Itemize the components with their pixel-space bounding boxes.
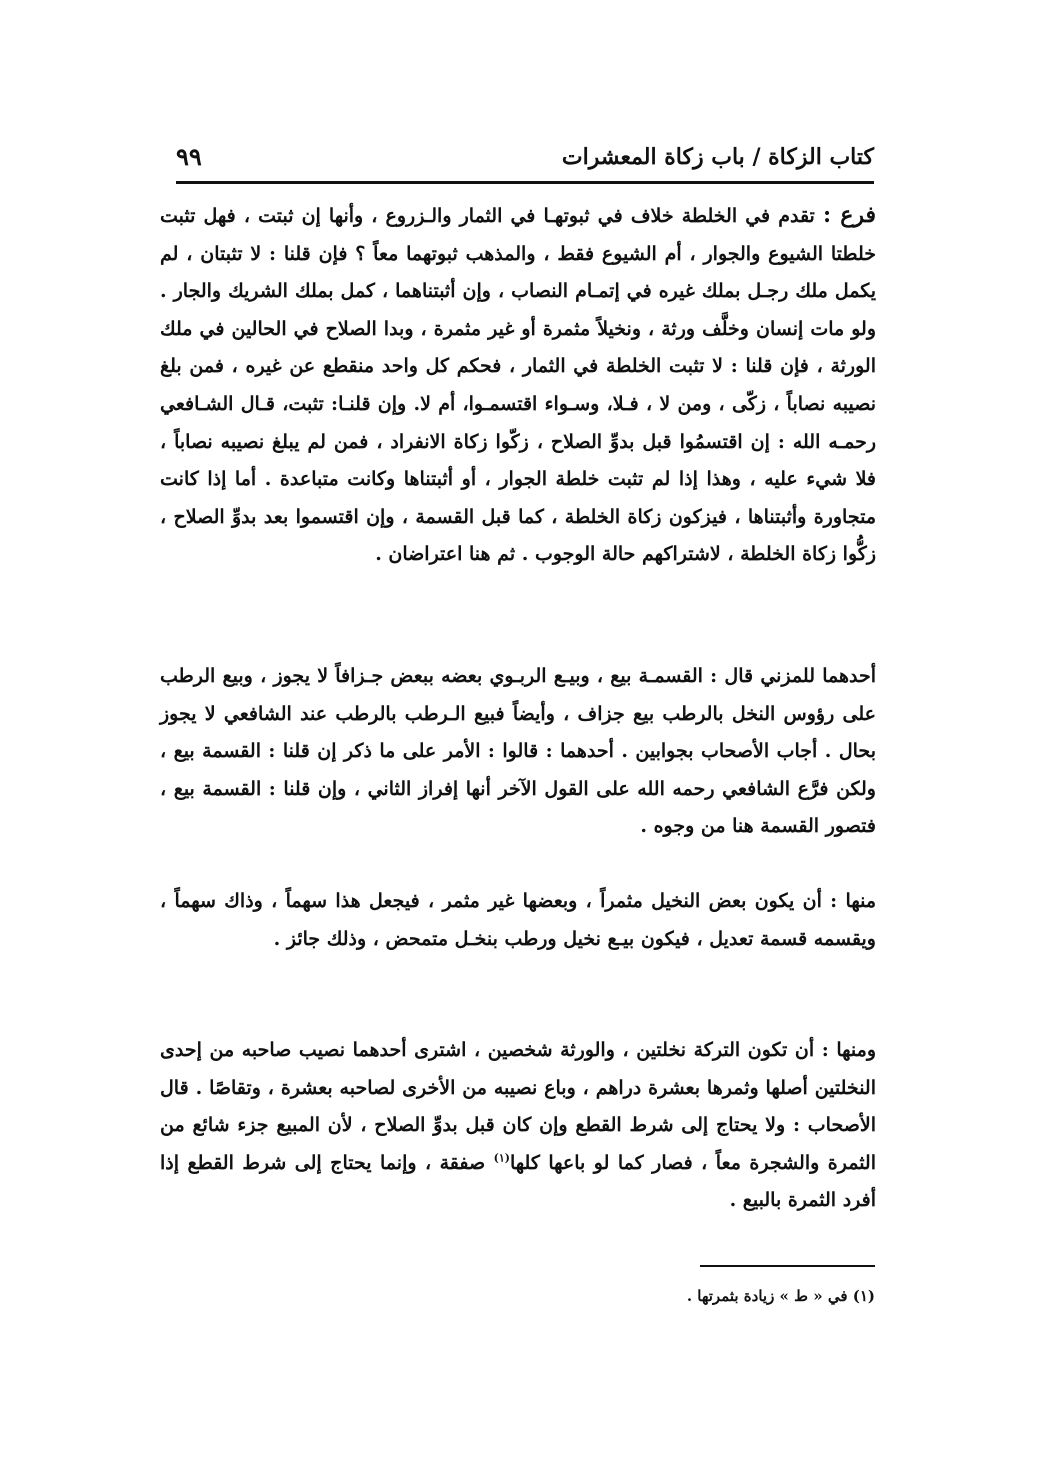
page-number: ٩٩ xyxy=(176,142,202,171)
footnote-reference: (١) xyxy=(493,1151,510,1165)
section-lead: فرع : xyxy=(822,202,876,228)
paragraph-4-text-after: صفقة ، وإنما يحتاج إلى شرط القطع إذا أفرد الثمرة بالبيع . xyxy=(160,1151,876,1212)
paragraph-3: منها : أن يكون بعض النخيل مثمراً ، وبعضها غير مثمر ، فيجعل هذا سهماً ، وذاك سهماً ، ويقسمه قسمة تعديل ، فيكون بيـع نخيل ورطب بنخـل متمحض ، وذلك جائز . xyxy=(160,890,876,950)
footnote: (١) في « ط » زيادة بثمرتها . xyxy=(686,1287,875,1305)
paragraph-4-text-before: ومنها : أن تكون التركة نخلتين ، والورثة شخصين ، اشترى أحدهما نصيب صاحبه من إحدى النخلتين أصلها وثمرها بعشرة دراهم ، وباع نصيبه من الأخرى لصاحبه بعشرة ، وتقاصًا . قال الأصحاب : ولا يحتاج إلى شرط القطع وإن كان قبل بدوِّ الصلاح ، لأن المبيع جزء شائع من الثمرة والشجرة معاً ، فصار كما لو باعها كلها xyxy=(160,1039,876,1174)
running-title: كتاب الزكاة / باب زكاة المعشرات xyxy=(561,144,874,170)
paragraph-2: أحدهما للمزني قال : القسمـة بيع ، وبيـع الربـوي بعضه ببعض جـزافاً لا يجوز ، وبيع الرطب على رؤوس النخل بالرطب بيع جزاف ، وأيضاً فبيع الـرطب بالرطب عند الشافعي لا يجوز بحال . أجاب الأصحاب بجوابين . أحدهما : قالوا : الأمر على ما ذكر إن قلنا : القسمة بيع ، ولكن فرَّع الشافعي رحمه الله على القول الآخر أنها إفراز الثاني ، وإن قلنا : القسمة بيع ، فتصور القسمة هنا من وجوه . xyxy=(160,665,876,838)
page-header xyxy=(176,140,874,180)
header-rule xyxy=(176,181,874,184)
footnote-separator xyxy=(700,1265,875,1267)
paragraph-4 xyxy=(160,1032,876,1220)
paragraph-1-text: تقدم في الخلطة خلاف في ثبوتهـا في الثمار والـزروع ، وأنها إن ثبتت ، فهل تثبت خلطتا الشيوع والجوار ، أم الشيوع فقط ، والمذهب ثبوتهما معاً ؟ فإن قلنا : لا تثبتان ، لم يكمل ملك رجـل بملك غيره في إتمـام النصاب ، وإن أثبتناهما ، كمل بملك الشريك والجار . ولو مات إنسان وخلَّف ورثة ، ونخيلاً مثمرة أو غير مثمرة ، وبدا الصلاح في الحالين في ملك الورثة ، فإن قلنا : لا تثبت الخلطة في الثمار ، فحكم كل واحد منقطع عن غيره ، فمن بلغ نصيبه نصاباً ، زكّى ، ومن لا ، فـلا، وسـواء اقتسمـوا، أم لا. وإن قلنـا: تثبت، قـال الشـافعي رحمـه الله : إن اقتسمُوا قبل بدوِّ الصلاح ، زكّوا زكاة الانفراد ، فمن لم يبلغ نصيبه نصاباً ، فلا شيء عليه ، وهذا إذا لم تثبت خلطة الجوار ، أو أثبتناها وكانت متباعدة . أما إذا كانت متجاورة وأثبتناها ، فيزكون زكاة الخلطة ، كما قبل القسمة ، وإن اقتسموا بعد بدوِّ الصلاح ، زكُّوا زكاة الخلطة ، لاشتراكهم حالة الوجوب . ثم هنا اعتراضان . xyxy=(160,205,876,566)
paragraph-1 xyxy=(160,197,876,574)
